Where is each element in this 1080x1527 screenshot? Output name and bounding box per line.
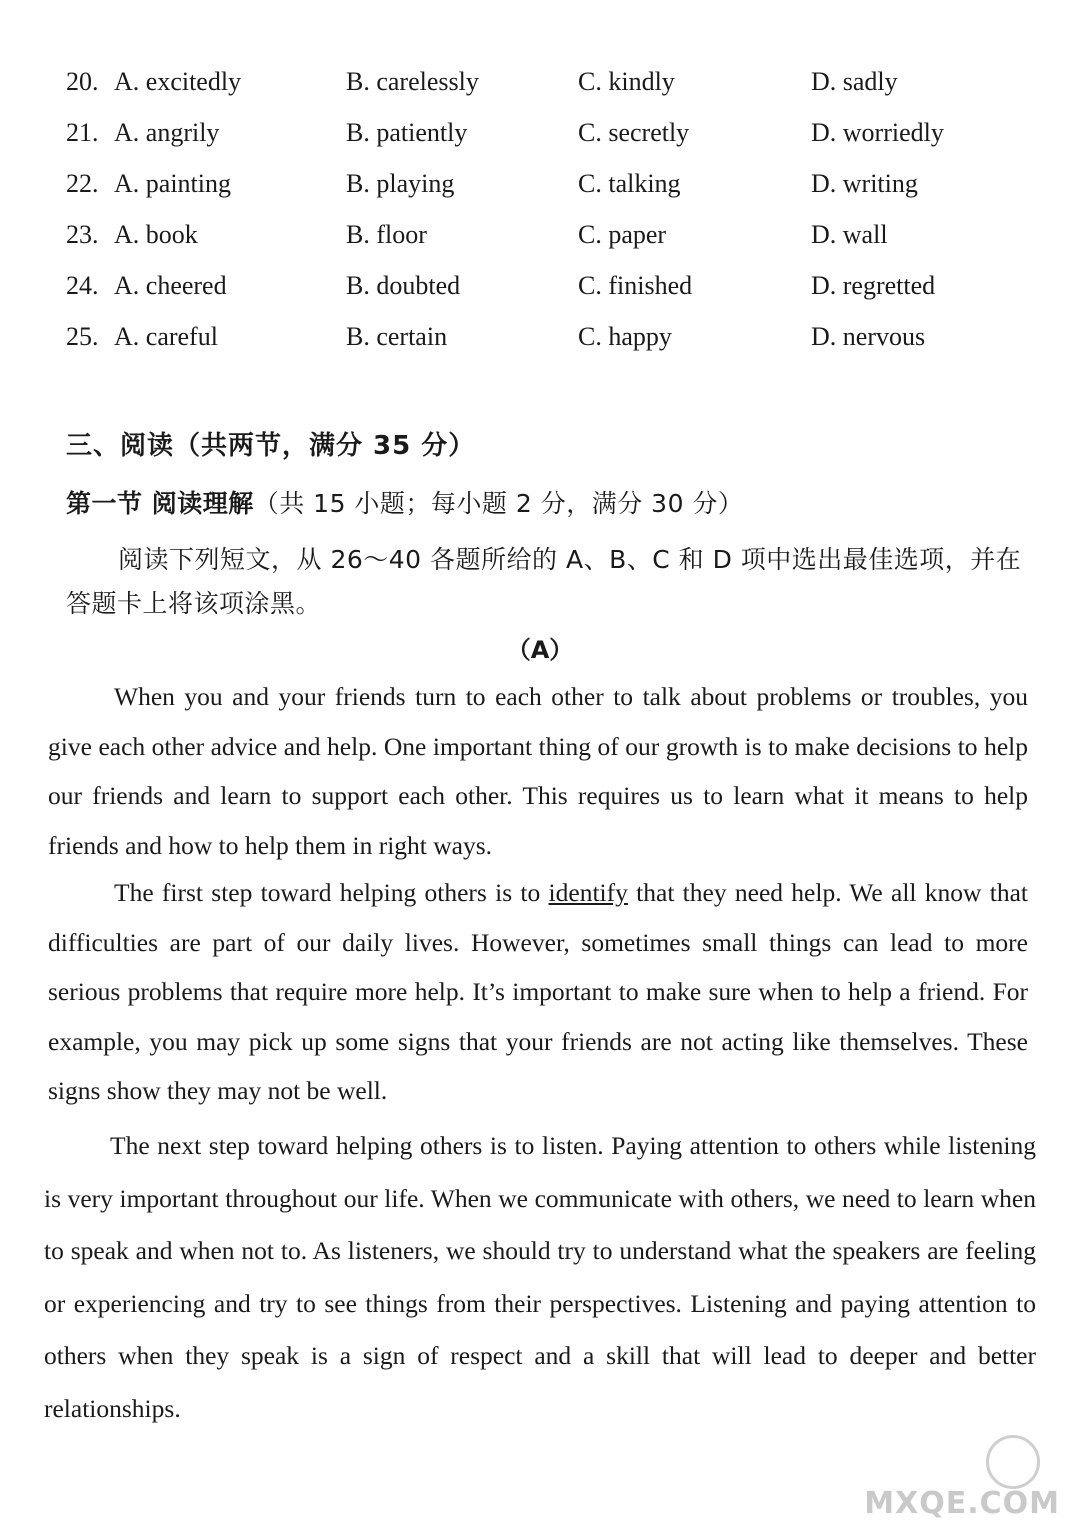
option-d: D. wall	[811, 220, 888, 249]
option-b: B. patiently	[346, 118, 468, 147]
option-d: D. regretted	[811, 271, 936, 300]
option-a: A. excitedly	[114, 67, 242, 96]
option-a: A. angrily	[114, 118, 220, 147]
option-row-20	[66, 56, 1026, 107]
option-c: C. happy	[578, 322, 672, 351]
passage-paragraph-1: When you and your friends turn to each other to talk about problems or troubles, you give each other advice and help. One important thing of our growth is to make decisions to help our friends and learn to support each other. This requires us to learn what it means to help friends and how to help them in right ways.	[48, 682, 1028, 860]
passage-label: （A）	[506, 636, 574, 664]
reading-instructions: 阅读下列短文，从 26～40 各题所给的 A、B、C 和 D 项中选出最佳选项，并在答题卡上将该项涂黑。	[66, 545, 1022, 618]
option-a: A. careful	[114, 322, 218, 351]
underlined-word: identify	[548, 878, 628, 907]
question-number: 23.	[66, 220, 99, 249]
question-number: 24.	[66, 271, 99, 300]
option-a: A. painting	[114, 169, 231, 198]
option-b: B. floor	[346, 220, 427, 249]
option-row-25	[66, 311, 1026, 362]
option-c: C. secretly	[578, 118, 690, 147]
option-b: B. carelessly	[346, 67, 479, 96]
option-d: D. sadly	[811, 67, 898, 96]
option-row-23	[66, 209, 1026, 260]
subsection-title: 第一节 阅读理解	[66, 489, 254, 518]
section-title: 三、阅读（共两节，满分 35 分）	[66, 431, 476, 461]
option-d: D. worriedly	[811, 118, 944, 147]
option-a: A. book	[114, 220, 198, 249]
answer-options-table	[66, 56, 1026, 362]
option-b: B. certain	[346, 322, 448, 351]
option-b: B. doubted	[346, 271, 461, 300]
paragraph-text: that they need help. We all know that difficulties are part of our daily lives. However, sometimes small things can lead to more serious problems that require more help. It’s important to make sure when to help a friend. For example, you may pick up some signs that your friends are not acting like themselves. These signs show they may not be well.	[48, 878, 1028, 1105]
question-number: 21.	[66, 118, 99, 147]
option-c: C. talking	[578, 169, 681, 198]
question-number: 22.	[66, 169, 99, 198]
option-d: D. writing	[811, 169, 918, 198]
question-number: 20.	[66, 67, 99, 96]
paragraph-text: The first step toward helping others is to	[114, 878, 549, 907]
subsection-heading	[66, 484, 743, 520]
passage-paragraph-2	[48, 868, 1028, 1116]
option-d: D. nervous	[811, 322, 926, 351]
option-b: B. playing	[346, 169, 455, 198]
watermark-text: MXQE.COM	[864, 1486, 1060, 1521]
watermark-badge-icon	[986, 1435, 1040, 1489]
subsection-scoring: （共 15 小题；每小题 2 分，满分 30 分）	[253, 489, 744, 518]
option-row-21	[66, 107, 1026, 158]
site-watermark	[860, 1431, 1060, 1521]
option-c: C. paper	[578, 220, 667, 249]
option-a: A. cheered	[114, 271, 227, 300]
passage-paragraph-3: The next step toward helping others is to listen. Paying attention to others while listening is very important throughout our life. When we communicate with others, we need to learn when to speak and when not to. As listeners, we should try to understand what the speakers are feeling or experiencing and try to see things from their perspectives. Listening and paying attention to others when they speak is a sign of respect and a skill that will lead to deeper and better relationships.	[44, 1131, 1036, 1423]
option-row-22	[66, 158, 1026, 209]
option-c: C. finished	[578, 271, 693, 300]
option-row-24	[66, 260, 1026, 311]
option-c: C. kindly	[578, 67, 675, 96]
question-number: 25.	[66, 322, 99, 351]
